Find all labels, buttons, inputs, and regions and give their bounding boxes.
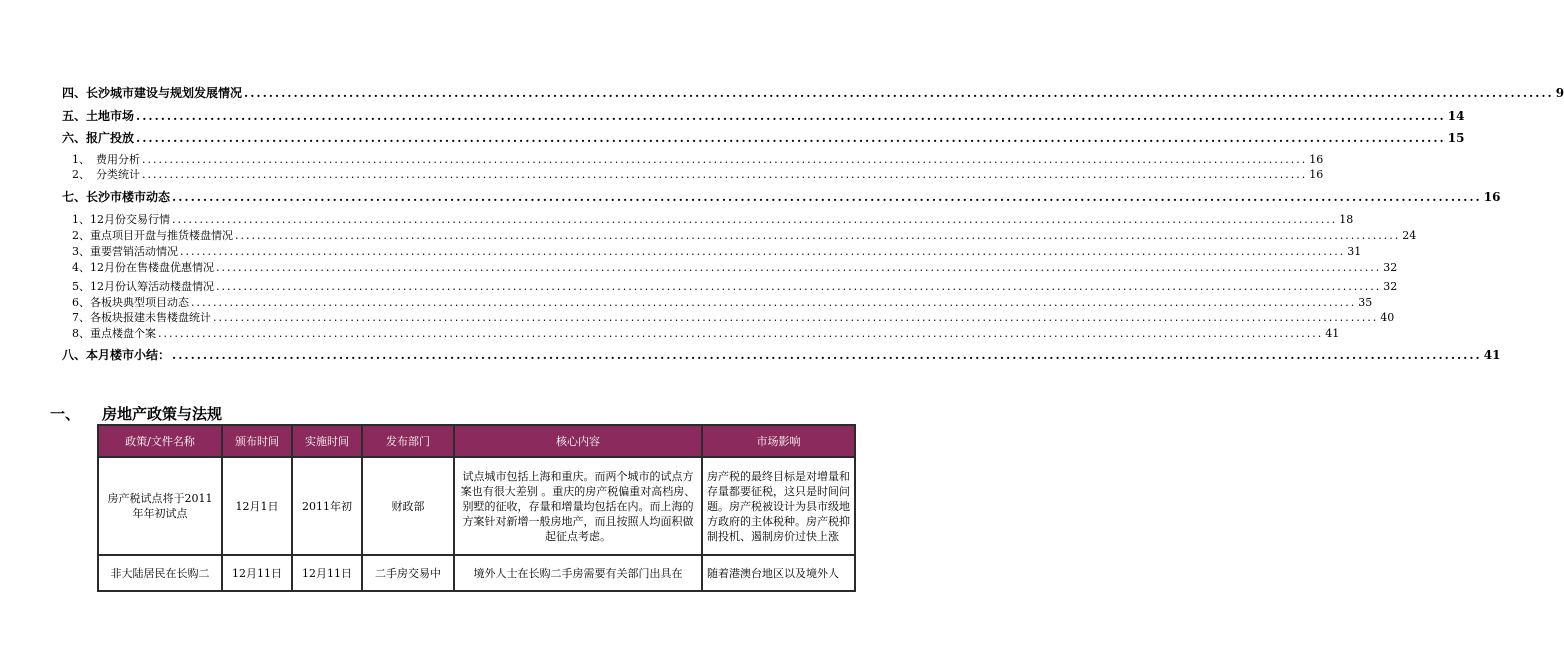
section-heading — [50, 403, 222, 424]
toc-title: 报广投放 — [86, 131, 135, 145]
toc-page-number: 40 — [1380, 311, 1395, 324]
toc-leader-dots: .................................................................................................................................................................................................................... — [136, 131, 1446, 145]
toc-entry[interactable] — [62, 188, 1501, 205]
core-content-cell: 试点城市包括上海和重庆。而两个城市的试点方案也有很大差别 。重庆的房产税偏重对高档房、别墅的征收，存量和增量均包括在内。而上海的方案针对新增一般房地产，而且按照人均面积做起征点考虑。 — [454, 457, 702, 555]
toc-leader-dots: .................................................................................................................................................................................................................... — [136, 109, 1446, 123]
toc-title: 8、重点楼盘个案 — [72, 327, 156, 340]
table-row — [98, 555, 855, 591]
toc-page-number: 24 — [1402, 229, 1417, 242]
toc-entry[interactable] — [62, 294, 1373, 310]
effective-date-cell: 12月11日 — [292, 555, 362, 591]
toc-title: 4、12月份在售楼盘优惠情况 — [72, 261, 214, 274]
toc-title: 费用分析 — [96, 153, 140, 166]
toc-title: 6、各板块典型项目动态 — [72, 296, 189, 309]
toc-entry[interactable] — [62, 107, 1465, 124]
toc-page-number: 31 — [1347, 245, 1362, 258]
toc-page-number: 35 — [1358, 296, 1373, 309]
toc-number: 1、 — [72, 153, 90, 166]
section-number: 一、 — [50, 405, 81, 423]
toc-title: 本月楼市小结： — [86, 348, 171, 362]
toc-leader-dots: .................................................................................................................................................................................................................... — [235, 229, 1401, 242]
column-header: 核心内容 — [454, 425, 702, 457]
toc-number: 2、 — [72, 168, 90, 181]
toc-leader-dots: .................................................................................................................................................................................................................... — [142, 168, 1308, 181]
toc-number: 五、 — [62, 109, 87, 123]
toc-page-number: 16 — [1309, 153, 1324, 166]
toc-leader-dots: .................................................................................................................................................................................................................... — [191, 296, 1357, 309]
toc-page-number: 18 — [1339, 213, 1354, 226]
toc-page-number: 32 — [1383, 280, 1398, 293]
policy-name-cell: 非大陆居民在长购二 — [98, 555, 222, 591]
toc-entry[interactable] — [62, 84, 1564, 101]
toc-entry[interactable] — [62, 227, 1417, 243]
toc-entry[interactable] — [62, 325, 1340, 341]
core-content-cell: 境外人士在长购二手房需要有关部门出具在 — [454, 555, 702, 591]
toc-number: 七、 — [62, 190, 87, 204]
toc-title: 分类统计 — [96, 168, 140, 181]
toc-leader-dots: .................................................................................................................................................................................................................... — [244, 86, 1554, 100]
toc-page-number: 9 — [1555, 86, 1564, 100]
column-header: 颁布时间 — [222, 425, 292, 457]
issued-date-cell: 12月11日 — [222, 555, 292, 591]
toc-entry[interactable] — [62, 259, 1398, 275]
table-header-row — [98, 425, 855, 457]
toc-leader-dots: .................................................................................................................................................................................................................... — [172, 190, 1482, 204]
toc-page-number: 14 — [1447, 109, 1465, 123]
market-impact-cell: 房产税的最终目标是对增量和存量都要征税，这只是时间问题。房产税被设计为县市级地方政府的主体税种。房产税抑制投机、遏制房价过快上涨 — [702, 457, 855, 555]
toc-page-number: 16 — [1309, 168, 1324, 181]
section-title: 房地产政策与法规 — [102, 405, 223, 423]
toc-title: 长沙市楼市动态 — [86, 190, 171, 204]
effective-date-cell: 2011年初 — [292, 457, 362, 555]
column-header: 实施时间 — [292, 425, 362, 457]
department-cell: 财政部 — [362, 457, 454, 555]
toc-entry[interactable] — [62, 211, 1354, 227]
toc-title: 7、各板块报建未售楼盘统计 — [72, 311, 211, 324]
toc-leader-dots: .................................................................................................................................................................................................................... — [213, 311, 1379, 324]
column-header: 市场影响 — [702, 425, 855, 457]
toc-title: 1、12月份交易行情 — [72, 213, 170, 226]
toc-number: 六、 — [62, 131, 87, 145]
toc-leader-dots: .................................................................................................................................................................................................................... — [158, 327, 1324, 340]
toc-number: 八、 — [62, 348, 87, 362]
toc-number: 四、 — [62, 86, 87, 100]
toc-page-number: 32 — [1383, 261, 1398, 274]
toc-title: 5、12月份认筹活动楼盘情况 — [72, 280, 214, 293]
toc-title: 2、重点项目开盘与推货楼盘情况 — [72, 229, 233, 242]
toc-page-number: 41 — [1483, 348, 1501, 362]
issued-date-cell: 12月1日 — [222, 457, 292, 555]
department-cell: 二手房交易中 — [362, 555, 454, 591]
toc-leader-dots: .................................................................................................................................................................................................................... — [172, 213, 1338, 226]
toc-leader-dots: .................................................................................................................................................................................................................... — [142, 153, 1308, 166]
policy-table — [97, 424, 856, 592]
toc-entry[interactable] — [62, 243, 1362, 259]
market-impact-cell: 随着港澳台地区以及境外人 — [702, 555, 855, 591]
column-header: 发布部门 — [362, 425, 454, 457]
toc-leader-dots: .................................................................................................................................................................................................................... — [216, 261, 1382, 274]
toc-entry[interactable] — [62, 309, 1395, 325]
toc-title: 长沙城市建设与规划发展情况 — [86, 86, 243, 100]
table-row — [98, 457, 855, 555]
toc-entry[interactable] — [62, 346, 1501, 363]
column-header: 政策/文件名称 — [98, 425, 222, 457]
toc-entry[interactable] — [62, 151, 1324, 167]
toc-entry[interactable] — [62, 129, 1465, 146]
toc-leader-dots: .................................................................................................................................................................................................................... — [180, 245, 1346, 258]
toc-page-number: 16 — [1483, 190, 1501, 204]
toc-page-number: 15 — [1447, 131, 1465, 145]
toc-title: 3、重要营销活动情况 — [72, 245, 178, 258]
toc-page-number: 41 — [1325, 327, 1340, 340]
policy-name-cell: 房产税试点将于2011年年初试点 — [98, 457, 222, 555]
toc-entry[interactable] — [62, 166, 1324, 182]
toc-leader-dots: .................................................................................................................................................................................................................... — [172, 348, 1482, 362]
toc-title: 土地市场 — [86, 109, 135, 123]
toc-leader-dots: .................................................................................................................................................................................................................... — [216, 280, 1382, 293]
toc-entry[interactable] — [62, 278, 1398, 294]
